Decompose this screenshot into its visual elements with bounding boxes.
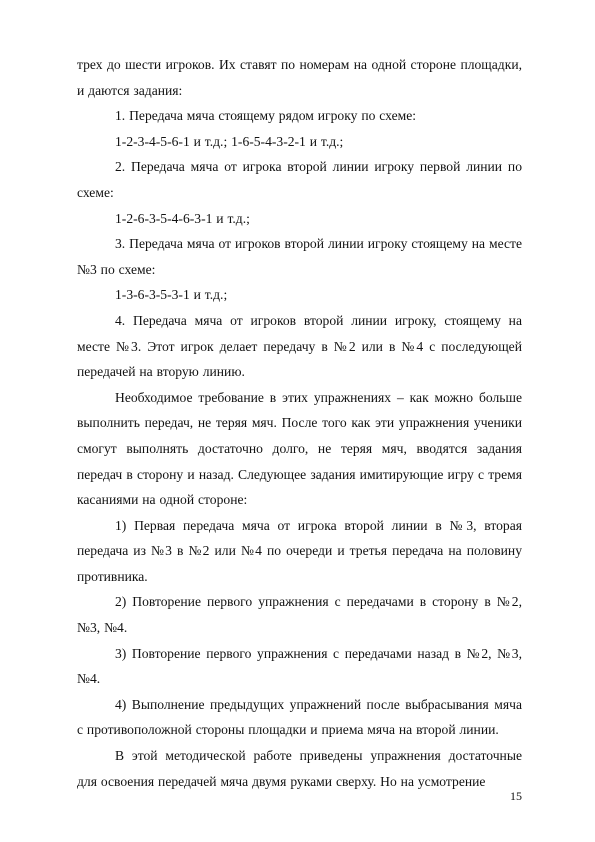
paragraph-conclusion: В этой методической работе приведены упражнения достаточные для освоения передачей мяча двумя руками сверху. Но на усмотрение — [77, 748, 522, 789]
paragraph-exercise-2: 2) Повторение первого упражнения с передачами в сторону в №2, №3, №4. — [77, 594, 522, 636]
paragraph-requirement: Необходимое требование в этих упражнениях – как можно больше выполнить передач, не теряя мяч. После того как эти упражнения ученики смогут выполнять достаточно долго, не теряя мяч, вводятся задания передач в сторону и назад. Следующее задания имитирующие игру с тремя касаниями на одной стороне: — [77, 389, 522, 508]
paragraph-scheme-1: 1-2-3-4-5-6-1 и т.д.; 1-6-5-4-3-2-1 и т.д.; — [115, 133, 344, 149]
document-body — [77, 52, 522, 794]
paragraph-intro-continuation: трех до шести игроков. Их ставят по номерам на одной стороне площадки, и даются задания: — [77, 57, 522, 98]
paragraph-task-1: 1. Передача мяча стоящему рядом игроку по схеме: — [115, 108, 417, 124]
paragraph-exercise-4: 4) Выполнение предыдущих упражнений после выбрасывания мяча с противоположной стороны площадки и приема мяча на второй линии. — [77, 696, 522, 738]
paragraph-exercise-3: 3) Повторение первого упражнения с передачами назад в №2, №3, №4. — [77, 645, 522, 687]
paragraph-scheme-3: 1-3-6-3-5-3-1 и т.д.; — [115, 287, 228, 303]
paragraph-exercise-1: 1) Первая передача мяча от игрока второй линии в №3, вторая передача из №3 в №2 или №4 по очереди и третья передача на половину противника. — [77, 517, 522, 584]
paragraph-task-3: 3. Передача мяча от игроков второй линии игроку стоящему на месте №3 по схеме: — [77, 236, 522, 277]
paragraph-scheme-2: 1-2-6-3-5-4-6-3-1 и т.д.; — [115, 210, 250, 226]
paragraph-task-2: 2. Передача мяча от игрока второй линии игроку первой линии по схеме: — [77, 159, 522, 200]
paragraph-task-4: 4. Передача мяча от игроков второй линии игроку, стоящему на месте №3. Этот игрок делает передачу в №2 или в №4 с последующей передачей на вторую линию. — [77, 312, 522, 380]
page-number: 15 — [510, 789, 522, 803]
